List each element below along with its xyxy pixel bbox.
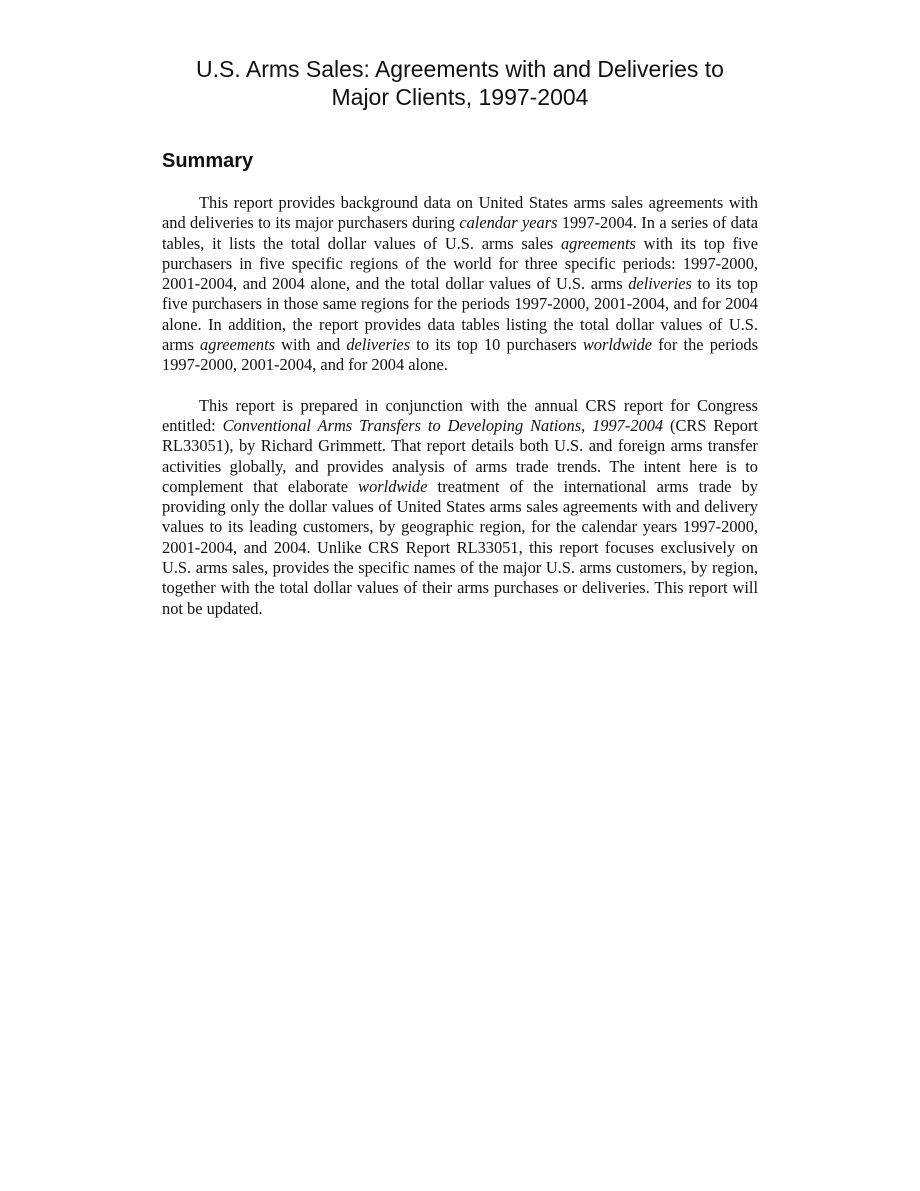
summary-heading: Summary xyxy=(162,150,254,172)
paragraph-text: This report is prepared in conjunction with the annual CRS report for Congress entitled: xyxy=(162,395,758,435)
title-line-2: Major Clients, 1997-2004 xyxy=(331,84,589,110)
paragraph-text: treatment of the international arms trade by providing only the dollar values of United States arms sales agreements with and delivery values to its leading customers, by geographic region, for the calendar years 1997-2000, 2001-2004, and 2004. Unlike CRS Report RL33051, this report focuses exclusively on U.S. arms sales, provides the specific names of the major U.S. arms customers, by region, together with the total dollar values of their arms purchases or deliveries. This report will not be updated. xyxy=(162,476,758,618)
emphasis-text: deliveries xyxy=(628,274,692,294)
paragraph-text: 1997-2004. In a series of data tables, it lists the total dollar values of U.S. arms sales xyxy=(162,213,758,253)
emphasis-text: worldwide xyxy=(582,335,653,355)
paragraph-text: (CRS Report RL33051), by Richard Grimmett. That report details both U.S. and foreign arms transfer activities globally, and provides analysis of arms trade trends. The intent here is to complement that elaborate xyxy=(162,415,758,496)
emphasis-text: agreements xyxy=(560,233,636,253)
summary-paragraph-2 xyxy=(162,396,758,619)
title-line-1: U.S. Arms Sales: Agreements with and Deliveries to xyxy=(196,56,724,82)
paragraph-text: for the periods 1997-2000, 2001-2004, and for 2004 alone. xyxy=(162,335,758,375)
emphasis-text: deliveries xyxy=(346,335,411,355)
paragraph-text: to its top 10 purchasers xyxy=(410,335,583,355)
paragraph-text: with its top five purchasers in five specific regions of the world for three specific periods: 1997-2000, 2001-2004, and 2004 alone, and the total dollar values of U.S. arms xyxy=(162,233,758,294)
emphasis-text: agreements xyxy=(200,335,275,355)
document-page xyxy=(162,55,758,639)
summary-paragraph-1 xyxy=(162,193,758,376)
emphasis-text: calendar years xyxy=(459,213,558,233)
paragraph-text: This report provides background data on United States arms sales agreements with and deliveries to its major purchasers during xyxy=(162,193,758,233)
document-title xyxy=(162,55,758,111)
emphasis-text: worldwide xyxy=(358,476,428,496)
paragraph-text: to its top five purchasers in those same regions for the periods 1997-2000, 2001-2004, and for 2004 alone. In addition, the report provides data tables listing the total dollar values of U.S. arms xyxy=(162,274,758,355)
paragraph-text: with and xyxy=(275,335,347,355)
report-title-citation: Conventional Arms Transfers to Developing Nations, 1997-2004 xyxy=(222,415,664,435)
